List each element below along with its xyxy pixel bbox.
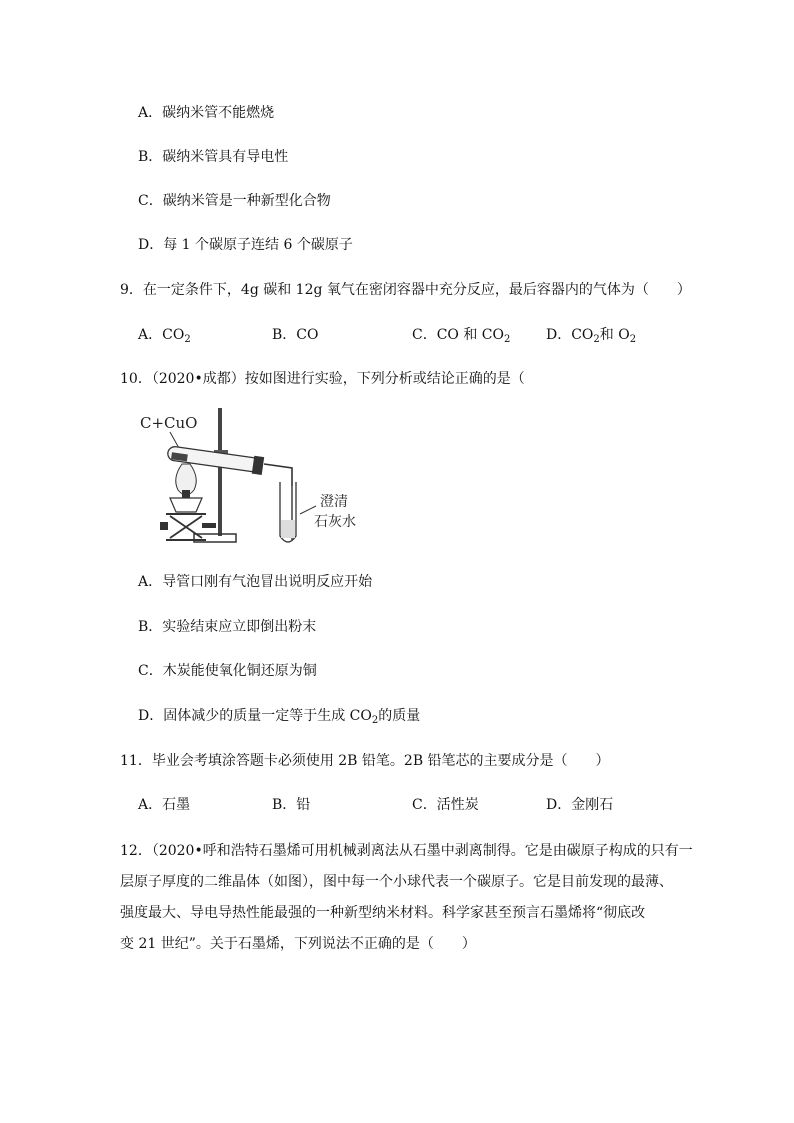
lab-jack [160,514,216,540]
q9-option-a: A．$CO_2$ [138,327,191,345]
q9-stem: 9．在一定条件下，4g 碳和 12g 氧气在密闭容器中充分反应，最后容器内的气体为（ ） [120,282,691,298]
q11-option-c: C．活性炭 [412,797,479,813]
delivery-tube [264,464,292,486]
q10-option-c: C．木炭能使氧化铜还原为铜 [138,663,317,679]
q10-apparatus-figure [130,402,380,552]
q11-option-b: B．铅 [272,797,311,813]
q8-option-a: A．碳纳米管不能燃烧 [138,105,275,121]
q8-option-c: C．碳纳米管是一种新型化合物 [138,193,331,209]
q9-option-d: D．$CO_2$和 $O_2$ [546,327,637,345]
q11-option-d: D．金刚石 [546,797,614,813]
q12-line-1: 12．（2020•呼和浩特石墨烯可用机械剥离法从石墨中剥离制得。它是由碳原子构成的只有一 [120,843,693,859]
q10-option-a: A．导管口刚有气泡冒出说明反应开始 [138,574,373,590]
q11-option-a: A．石墨 [138,797,191,813]
limewater-pointer [300,506,316,514]
q12-line-3: 强度最大、导电导热性能最强的一种新型纳米材料。科学家甚至预言石墨烯将“彻底改 [120,905,646,921]
stand-rod [218,408,222,536]
reagent-label: C+CuO [140,414,198,432]
q12-stem [120,836,693,960]
q12-line-2: 层原子厚度的二维晶体（如图），图中每一个小球代表一个碳原子。它是目前发现的最薄、 [120,874,673,890]
q9-option-b: B．CO [272,327,319,343]
q8-option-b: B．碳纳米管具有导电性 [138,149,289,165]
q10-stem: 10．（2020•成都）按如图进行实验，下列分析或结论正确的是（ [120,371,525,387]
alcohol-lamp [170,498,202,512]
q8-option-d: D．每 1 个碳原子连结 6 个碳原子 [138,237,353,253]
q9-option-c: C．CO 和 $CO_2$ [412,327,511,345]
q12-line-4: 变 21 世纪”。关于石墨烯，下列说法不正确的是（ ） [120,936,476,952]
limewater-label-2: 石灰水 [314,514,356,530]
q10-option-d: D．固体减少的质量一定等于生成 $CO_2$的质量 [138,708,421,726]
limewater-label-1: 澄清 [320,494,348,510]
q11-stem: 11．毕业会考填涂答题卡必须使用 2B 铅笔。2B 铅笔芯的主要成分是（ ） [120,753,610,769]
q10-option-b: B．实验结束应立即倒出粉末 [138,619,317,635]
apparatus-diagram [130,402,380,552]
